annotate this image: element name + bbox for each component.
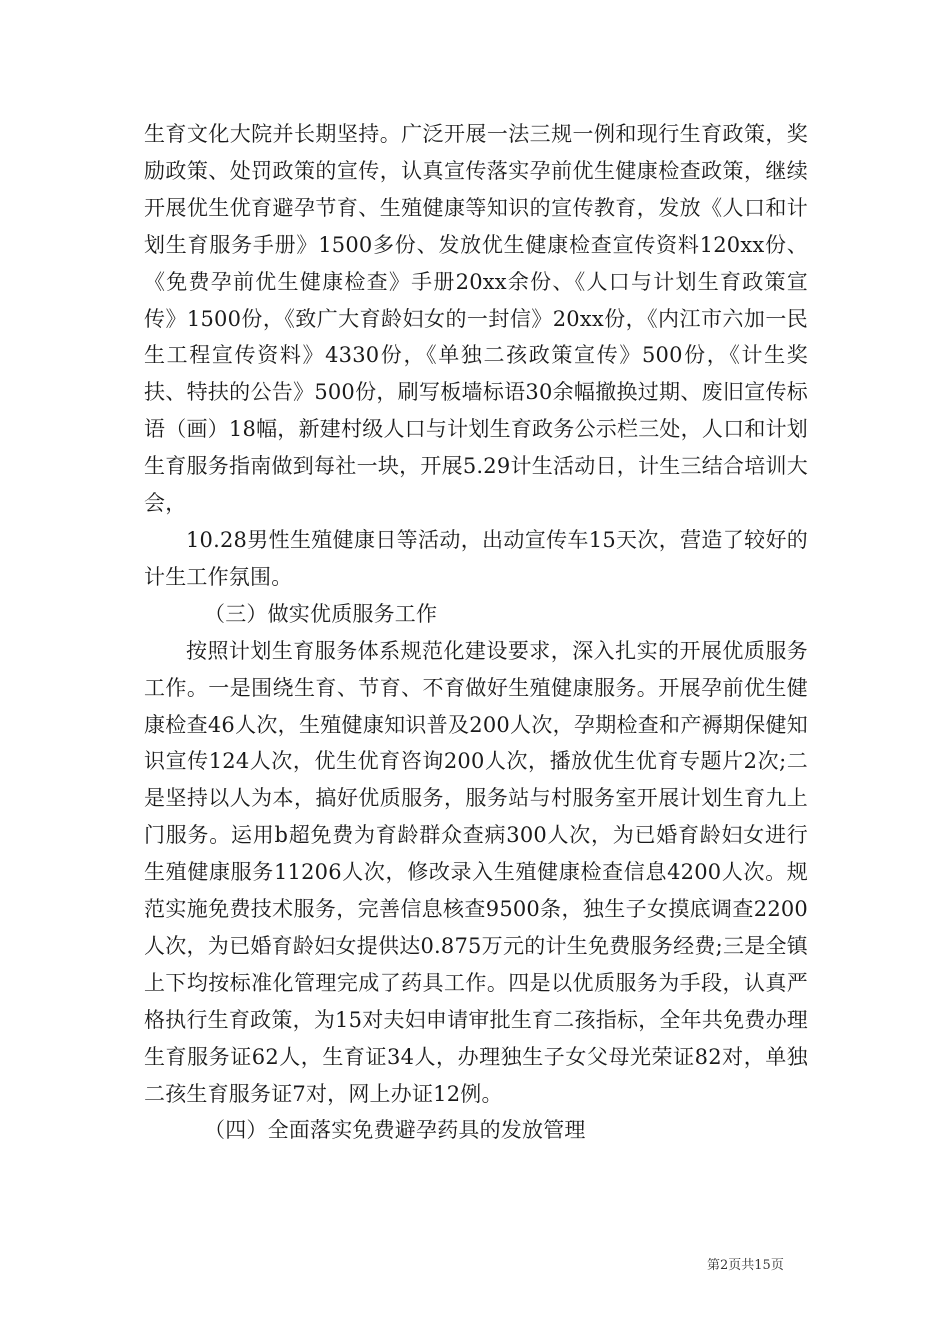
page-number: 第2页共15页 (707, 1258, 784, 1273)
section-heading-3: （三）做实优质服务工作 (204, 601, 438, 626)
document-body (144, 116, 808, 1149)
paragraph-publicity: 生育文化大院并长期坚持。广泛开展一法三规一例和现行生育政策，奖励政策、处罚政策的宣传，认真宣传落实孕前优生健康检查政策，继续开展优生优育避孕节育、生殖健康等知识的宣传教育，发放《人口和计划生育服务手册》1500多份、发放优生健康检查宣传资料120xx份、《免费孕前优生健康检查》手册20xx余份、《人口与计划生育政策宣传》1500份，《致广大育龄妇女的一封信》20xx份，《内江市六加一民生工程宣传资料》4330份，《单独二孩政策宣传》500份，《计生奖扶、特扶的公告》500份，刷写板墙标语30余幅撤换过期、废旧宣传标语（画）18幅，新建村级人口与计划生育政务公示栏三处，人口和计划生育服务指南做到每社一块，开展5.29计生活动日，计生三结合培训大会， (144, 122, 808, 516)
paragraph-quality-service: 按照计划生育服务体系规范化建设要求，深入扎实的开展优质服务工作。一是围绕生育、节育、不育做好生殖健康服务。开展孕前优生健康检查46人次，生殖健康知识普及200人次，孕期检查和产褥期保健知识宣传124人次，优生优育咨询200人次，播放优生优育专题片2次;二是坚持以人为本，搞好优质服务，服务站与村服务室开展计划生育九上门服务。运用b超免费为育龄群众查病300人次，为已婚育龄妇女进行生殖健康服务11206人次，修改录入生殖健康检查信息4200人次。规范实施免费技术服务，完善信息核查9500条，独生子女摸底调查2200人次，为已婚育龄妇女提供达0.875万元的计生免费服务经费;三是全镇上下均按标准化管理完成了药具工作。四是以优质服务为手段，认真严格执行生育政策，为15对夫妇申请审批生育二孩指标，全年共免费办理生育服务证62人，生育证34人，办理独生子女父母光荣证82对，单独二孩生育服务证7对，网上办证12例。 (144, 638, 808, 1106)
paragraph-events: 10.28男性生殖健康日等活动，出动宣传车15天次，营造了较好的计生工作氛围。 (144, 527, 808, 589)
section-heading-4: （四）全面落实免费避孕药具的发放管理 (204, 1118, 586, 1143)
